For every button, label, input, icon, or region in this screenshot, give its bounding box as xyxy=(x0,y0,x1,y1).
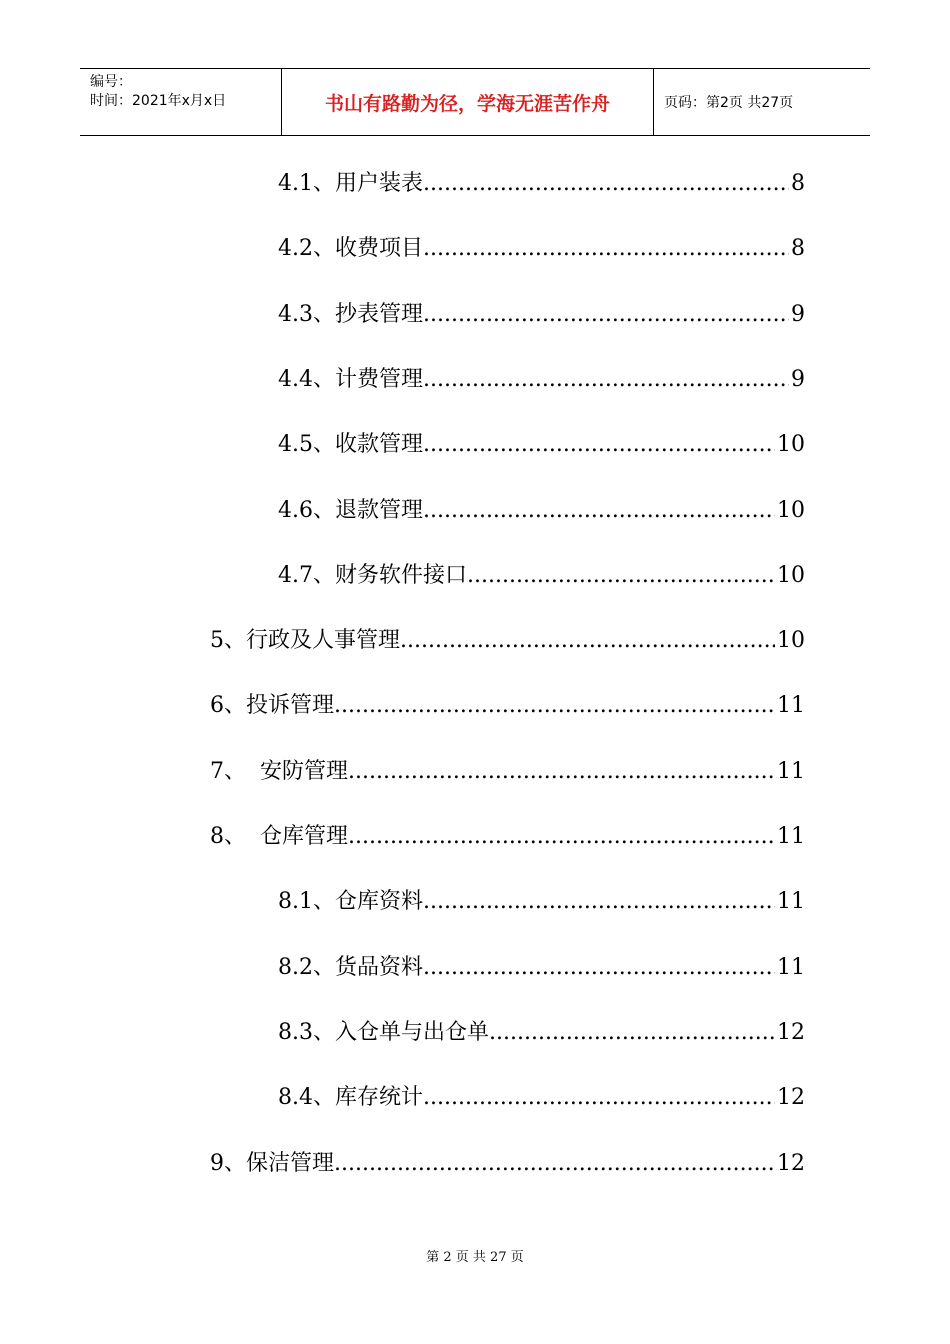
toc-entry-page: 11 xyxy=(777,693,805,719)
toc-entry[interactable] xyxy=(278,233,805,265)
toc-entry[interactable] xyxy=(278,495,805,527)
toc-entry-label: 8.2、货品资料 xyxy=(278,954,423,980)
toc-entry[interactable] xyxy=(278,364,805,396)
toc-entry-label: 4.6、退款管理 xyxy=(278,497,423,523)
toc-entry-page: 11 xyxy=(777,758,805,784)
header-motto: 书山有路勤为径，学海无涯苦作舟 xyxy=(282,69,654,135)
toc-entry-label: 4.3、抄表管理 xyxy=(278,301,423,327)
toc-dot-leader xyxy=(423,1082,775,1114)
toc-dot-leader xyxy=(423,952,775,984)
toc-entry[interactable] xyxy=(210,690,805,722)
toc-dot-leader xyxy=(423,364,789,396)
toc-entry[interactable] xyxy=(210,1148,805,1180)
toc-entry-label: 8.4、库存统计 xyxy=(278,1085,423,1111)
toc-dot-leader xyxy=(348,756,775,788)
toc-entry-label: 4.2、收费项目 xyxy=(278,236,423,262)
toc-entry-label: 4.7、财务软件接口 xyxy=(278,562,467,588)
toc-entry-label: 8.3、入仓单与出仓单 xyxy=(278,1019,489,1045)
toc-entry-page: 10 xyxy=(777,562,805,588)
toc-entry-label: 4.1、用户装表 xyxy=(278,171,423,196)
toc-entry-label: 9、保洁管理 xyxy=(210,1150,334,1176)
toc-entry-page: 10 xyxy=(777,432,805,458)
toc-entry[interactable] xyxy=(278,299,805,331)
toc-entry[interactable] xyxy=(210,756,805,788)
header-meta xyxy=(80,69,282,135)
toc-dot-leader xyxy=(400,625,775,657)
toc-entry-page: 9 xyxy=(791,366,805,392)
toc-entry[interactable] xyxy=(210,625,805,657)
toc-entry-page: 10 xyxy=(777,628,805,654)
toc-entry-page: 12 xyxy=(777,1085,805,1111)
toc-entry-label: 8.1、仓库资料 xyxy=(278,889,423,915)
header-page-info: 页码：第2页 共27页 xyxy=(664,95,794,111)
time-label: 时间：2021年x月x日 xyxy=(90,93,227,109)
toc-dot-leader xyxy=(423,495,775,527)
toc-entry[interactable] xyxy=(210,821,805,853)
toc-entry-page: 11 xyxy=(777,954,805,980)
page-footer: 第 2 页 共 27 页 xyxy=(426,1250,524,1265)
toc-dot-leader xyxy=(423,429,775,461)
toc-dot-leader xyxy=(423,886,775,918)
toc-entry-page: 8 xyxy=(791,171,805,196)
toc-entry-label: 4.5、收款管理 xyxy=(278,432,423,458)
toc-entry-page: 9 xyxy=(791,301,805,327)
toc-entry-label: 4.4、计费管理 xyxy=(278,366,423,392)
toc-entry-page: 12 xyxy=(777,1150,805,1176)
toc-entry-label: 8、 仓库管理 xyxy=(210,824,348,849)
toc-entry[interactable] xyxy=(278,1017,805,1049)
toc-entry-label: 5、行政及人事管理 xyxy=(210,628,400,654)
toc-entry[interactable] xyxy=(278,168,805,200)
toc-dot-leader xyxy=(423,168,789,200)
toc-entry-label: 7、 安防管理 xyxy=(210,758,348,784)
toc-entry-page: 11 xyxy=(777,824,805,849)
toc-entry[interactable] xyxy=(278,1082,805,1114)
toc-entry-page: 12 xyxy=(777,1019,805,1045)
toc-entry[interactable] xyxy=(278,429,805,461)
toc-entry-page: 11 xyxy=(777,889,805,915)
toc-dot-leader xyxy=(467,560,775,592)
toc-entry-page: 8 xyxy=(791,236,805,262)
toc-dot-leader xyxy=(334,1148,775,1180)
toc-dot-leader xyxy=(489,1017,775,1049)
toc-dot-leader xyxy=(334,690,775,722)
toc-dot-leader xyxy=(423,233,789,265)
toc-entry-page: 10 xyxy=(777,497,805,523)
toc-dot-leader xyxy=(423,299,789,331)
toc-entry-label: 6、投诉管理 xyxy=(210,693,334,719)
toc-entry[interactable] xyxy=(278,560,805,592)
document-header xyxy=(80,68,870,136)
toc-entry[interactable] xyxy=(278,886,805,918)
toc-entry[interactable] xyxy=(278,952,805,984)
number-label: 编号： xyxy=(90,74,132,90)
toc-dot-leader xyxy=(348,821,775,853)
